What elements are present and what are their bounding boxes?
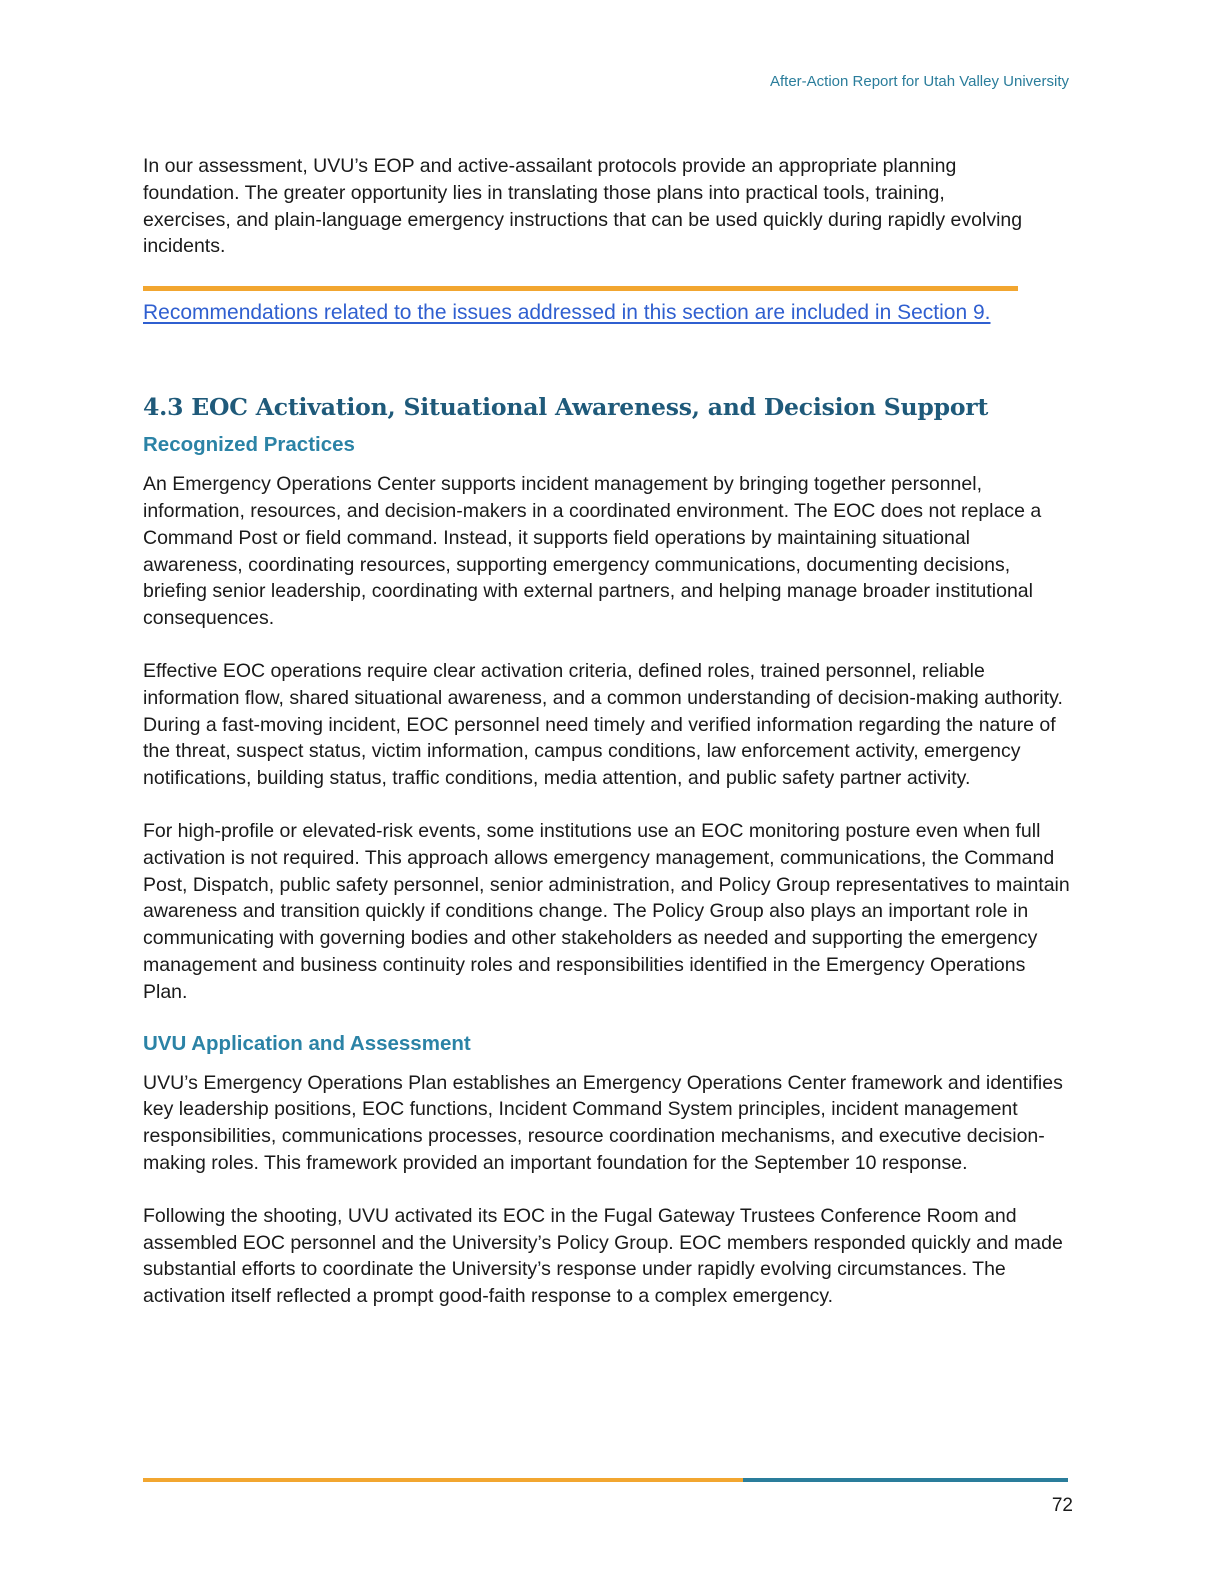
section-divider [143,286,1018,291]
footer-rule [143,1478,1068,1482]
page-number: 72 [1051,1495,1073,1516]
recognized-practices-heading: Recognized Practices [143,433,355,457]
running-header: After-Action Report for Utah Valley University [770,73,1069,90]
recognized-practices-paragraph-2: Effective EOC operations require clear activation criteria, defined roles, trained personnel, reliable information flow, shared situational awareness, and a common understanding of decision-making authority. During a fast-moving incident, EOC personnel need timely and verified information regarding the nature of the threat, suspect status, victim information, campus conditions, law enforcement activity, emergency notifications, building status, traffic conditions, media attention, and public safety partner activity. [143,659,1063,790]
application-assessment-heading: UVU Application and Assessment [143,1031,471,1055]
application-paragraph-2: Following the shooting, UVU activated its EOC in the Fugal Gateway Trustees Conference Room and assembled EOC personnel and the University’s Policy Group. EOC members responded quickly and made substantial efforts to coordinate the University’s response under rapidly evolving circumstances. The activation itself reflected a prompt good-faith response to a complex emergency. [143,1204,1063,1308]
page-content [143,153,1073,1310]
recognized-practices-paragraph-3: For high-profile or elevated-risk events, some institutions use an EOC monitoring posture even when full activation is not required. This approach allows emergency management, communications, the Command Post, Dispatch, public safety personnel, senior administration, and Policy Group representatives to maintain awareness and transition quickly if conditions change. The Policy Group also plays an important role in communicating with governing bodies and other stakeholders as needed and supporting the emergency management and business continuity roles and responsibilities identified in the Emergency Operations Plan. [143,819,1070,1003]
recognized-practices-paragraph-1: An Emergency Operations Center supports incident management by bringing together personnel, information, resources, and decision-makers in a coordinated environment. The EOC does not replace a Command Post or field command. Instead, it supports field operations by maintaining situational awareness, coordinating resources, supporting emergency communications, documenting decisions, briefing senior leadership, coordinating with external partners, and helping manage broader institutional consequences. [143,473,1042,630]
application-paragraph-1: UVU’s Emergency Operations Plan establishes an Emergency Operations Center framework and identifies key leadership positions, EOC functions, Incident Command System principles, incident management responsibilities, communications processes, resource coordination mechanisms, and executive decision-making roles. This framework provided an important foundation for the September 10 response. [143,1071,1063,1174]
footer-rule-orange [143,1478,743,1482]
intro-paragraph: In our assessment, UVU’s EOP and active-assailant protocols provide an appropriate planning foundation. The greater opportunity lies in translating those plans into practical tools, training, exercises, and plain-language emergency instructions that can be used quickly during rapidly evolving incidents. [143,155,1023,258]
section-heading: 4.3 EOC Activation, Situational Awareness, and Decision Support [143,393,989,422]
footer-rule-blue [743,1478,1068,1482]
recommendations-link[interactable]: Recommendations related to the issues addressed in this section are included in Section 9. [143,301,991,325]
